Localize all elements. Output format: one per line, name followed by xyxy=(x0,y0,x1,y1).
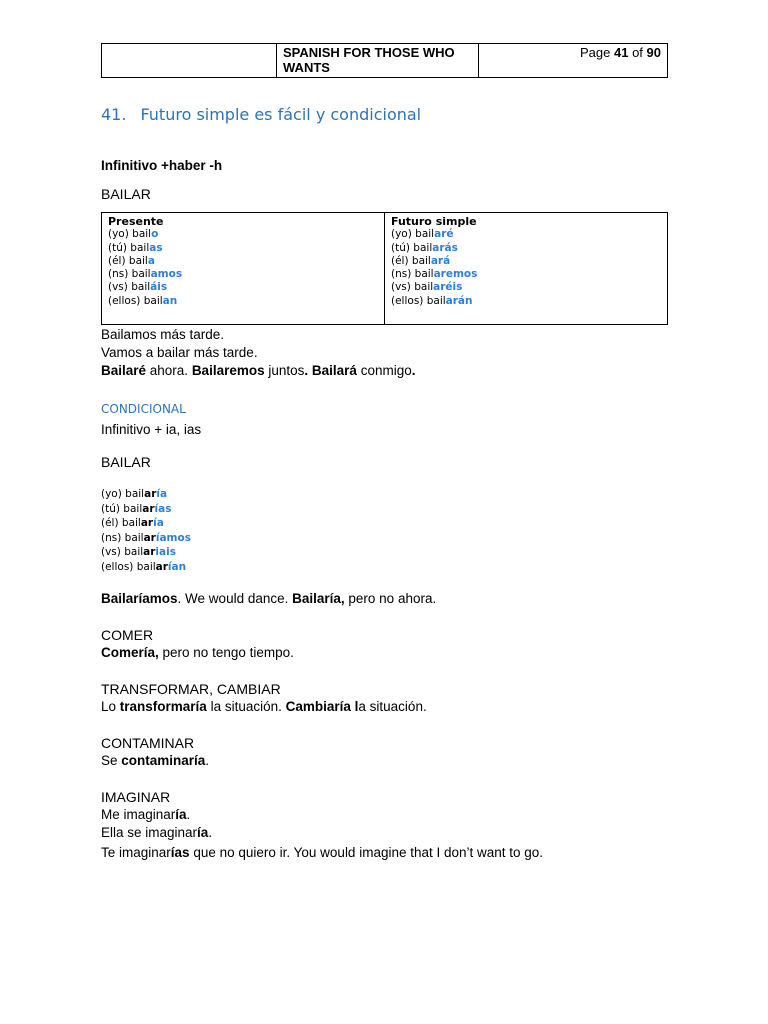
conjugation-stem: (él) bail xyxy=(101,517,141,529)
conjugation-stem: (ellos) bail xyxy=(101,560,156,573)
conjugation-line xyxy=(101,487,191,502)
conjugation-stem: (ellos) bail xyxy=(391,294,446,307)
conjugation-ending: an xyxy=(162,294,178,307)
conjugation-line xyxy=(108,242,378,255)
rule-conditional: Infinitivo + ia, ias xyxy=(101,422,202,437)
presente-header: Presente xyxy=(108,215,164,228)
conjugation-stem: (tú) bail xyxy=(101,502,143,515)
conjugation-line xyxy=(391,242,661,255)
conditional-list xyxy=(101,487,191,574)
example-8: Me imaginaría. xyxy=(101,807,191,822)
presente-column xyxy=(102,213,385,325)
conjugation-infix: ar xyxy=(143,546,156,558)
conjugation-ending: as xyxy=(149,241,163,254)
verb-comer: COMER xyxy=(101,627,154,643)
conjugation-infix: ar xyxy=(143,531,156,544)
conjugation-line xyxy=(101,502,191,517)
conjugation-stem: (vs) bail xyxy=(101,546,144,558)
conjugation-line xyxy=(101,545,191,560)
conjugation-infix: ar xyxy=(144,488,157,500)
conjugation-ending: aremos xyxy=(433,268,478,281)
conjugation-ending: aré xyxy=(434,228,454,241)
section-condicional: CONDICIONAL xyxy=(101,402,186,416)
conjugation-stem: (yo) bail xyxy=(391,228,435,241)
conjugation-line xyxy=(391,228,661,241)
conjugation-ending: arás xyxy=(432,241,458,254)
conjugation-stem: (ns) bail xyxy=(391,268,434,281)
example-10: Te imaginarías que no quiero ir. You would imagine that I don’t want to go. xyxy=(101,845,544,860)
example-3: Bailaré ahora. Bailaremos juntos. Bailará conmigo. xyxy=(101,363,416,378)
conjugation-stem: (ns) bail xyxy=(108,268,151,281)
conjugation-line xyxy=(101,531,191,546)
verb-imaginar: IMAGINAR xyxy=(101,789,171,805)
conjugation-stem: (él) bail xyxy=(391,254,431,267)
example-5: Comería, pero no tengo tiempo. xyxy=(101,645,294,660)
conjugation-line xyxy=(391,295,661,308)
example-4: Bailaríamos. We would dance. Bailaría, pero no ahora. xyxy=(101,591,437,606)
conjugation-line xyxy=(391,268,661,281)
example-9: Ella se imaginaría. xyxy=(101,825,213,840)
conjugation-infix: ar xyxy=(155,560,168,573)
conjugation-line xyxy=(108,228,378,241)
conjugation-stem: (ns) bail xyxy=(101,531,144,544)
conjugation-ending: o xyxy=(151,228,159,241)
conjugation-ending: ía xyxy=(156,488,168,500)
conjugation-ending: a xyxy=(147,254,155,267)
example-2: Vamos a bailar más tarde. xyxy=(101,345,258,360)
example-1: Bailamos más tarde. xyxy=(101,327,225,342)
example-7: Se contaminaría. xyxy=(101,753,210,768)
rule-future: Infinitivo +haber -h xyxy=(101,158,223,173)
example-6: Lo transformaría la situación. Cambiaría la situación. xyxy=(101,699,427,714)
conjugation-stem: (él) bail xyxy=(108,254,148,267)
conjugation-ending: íamos xyxy=(155,531,191,544)
conjugation-stem: (tú) bail xyxy=(391,241,433,254)
page-header xyxy=(101,43,668,78)
conjugation-stem: (ellos) bail xyxy=(108,294,163,307)
futuro-header: Futuro simple xyxy=(391,215,477,228)
conjugation-ending: aréis xyxy=(433,281,463,294)
verb-bailar-1: BAILAR xyxy=(101,186,151,202)
conjugation-ending: ías xyxy=(154,502,172,515)
conjugation-stem: (vs) bail xyxy=(391,281,434,294)
conjugation-line xyxy=(101,560,191,575)
verb-contaminar: CONTAMINAR xyxy=(101,735,195,751)
presente-list xyxy=(108,228,378,308)
conjugation-ending: arán xyxy=(445,294,473,307)
conjugation-ending: ía xyxy=(153,517,164,529)
conjugation-line xyxy=(108,281,378,294)
verb-bailar-2: BAILAR xyxy=(101,454,151,470)
conjugation-ending: ará xyxy=(430,254,451,267)
conjugation-ending: amos xyxy=(150,268,183,281)
conjugation-line xyxy=(108,255,378,268)
header-page-info: Page 41 of 90 xyxy=(479,44,668,78)
futuro-column xyxy=(385,213,668,325)
conjugation-line xyxy=(391,255,661,268)
verb-transformar: TRANSFORMAR, CAMBIAR xyxy=(101,681,281,697)
conjugation-line xyxy=(108,268,378,281)
conjugation-stem: (yo) bail xyxy=(108,228,152,241)
conjugation-table xyxy=(101,212,668,325)
conjugation-stem: (yo) bail xyxy=(101,488,145,500)
header-title: SPANISH FOR THOSE WHO WANTS xyxy=(277,44,479,78)
conjugation-stem: (tú) bail xyxy=(108,241,150,254)
conjugation-ending: iais xyxy=(155,546,176,558)
conjugation-infix: ar xyxy=(142,502,155,515)
conjugation-ending: áis xyxy=(150,281,168,294)
conjugation-line xyxy=(101,516,191,531)
conjugation-line xyxy=(108,295,378,308)
section-heading: 41. Futuro simple es fácil y condicional xyxy=(101,105,422,124)
futuro-list xyxy=(391,228,661,308)
conjugation-infix: ar xyxy=(140,517,154,529)
header-blank-cell xyxy=(102,44,277,78)
conjugation-line xyxy=(391,281,661,294)
conjugation-ending: ían xyxy=(167,560,187,573)
conjugation-stem: (vs) bail xyxy=(108,281,151,294)
